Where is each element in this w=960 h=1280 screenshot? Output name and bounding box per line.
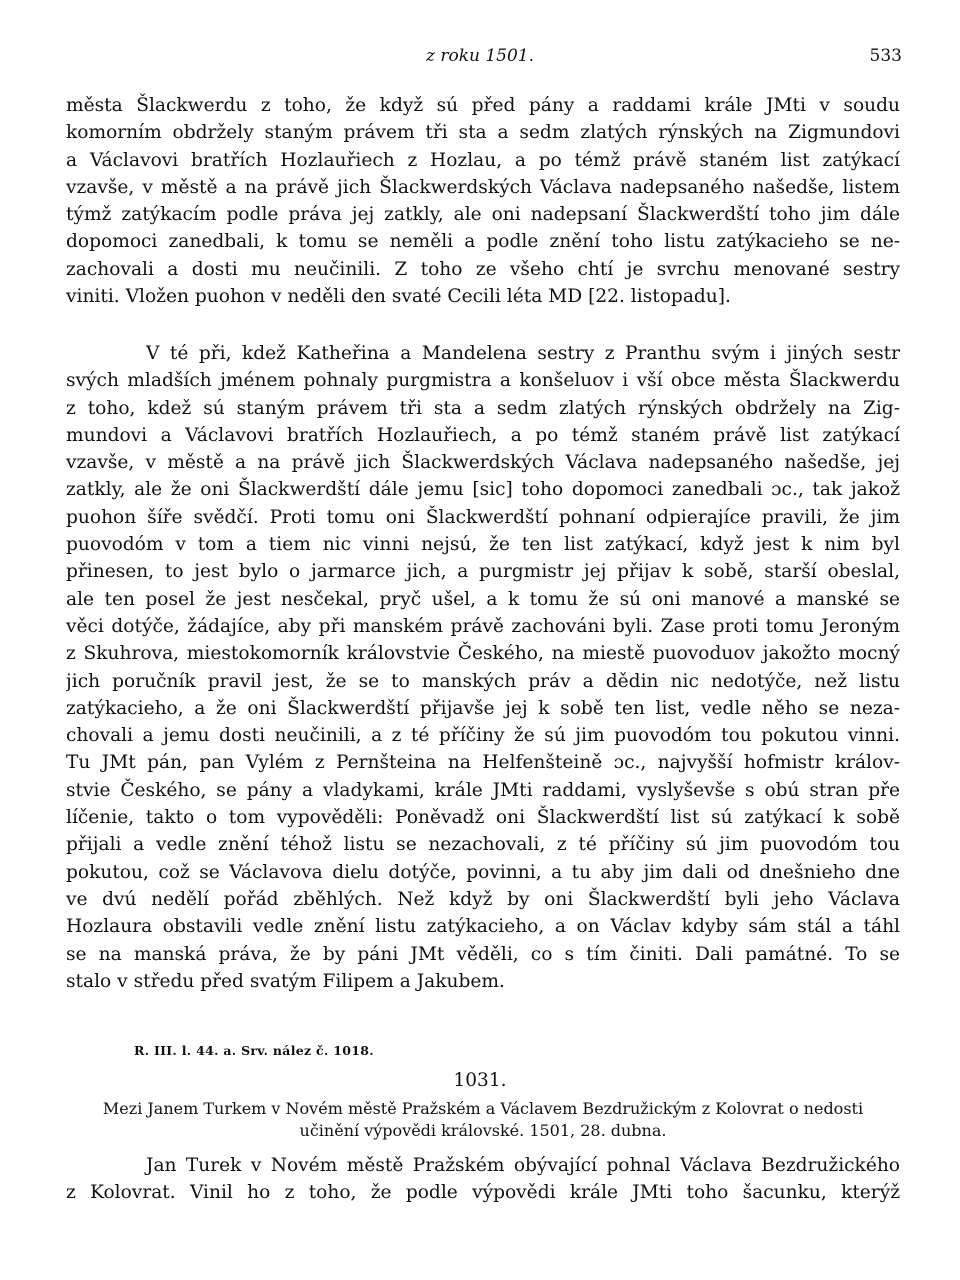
text-line: líčenie, takto o tom vypověděli: Poněvadž oni Šlackwerdští list sú zatýkací k sobě	[66, 807, 900, 829]
text-line: svých mladších jménem pohnaly purgmistra a konšeluov i vší obce města Šlackwerdu	[66, 370, 900, 392]
text-line: vzavše, v městě a na právě jich Šlackwerdských Václava nadepsaného našedše, listem	[66, 176, 900, 198]
text-line: z Kolovrat. Vinil ho z toho, že podle výpovědi krále JMti toho šacunku, kterýž	[66, 1182, 900, 1204]
text-line: a Václavovi bratřích Hozlauřiech z Hozlau, a po témž právě staném list zatýkací	[66, 149, 900, 171]
text-line: dopomoci zanedbali, k tomu se neměli a podle znění toho listu zatýkacieho se ne-	[66, 231, 900, 253]
archival-reference: R. III. l. 44. a. Srv. nález č. 1018.	[134, 1043, 374, 1058]
heading-line: Mezi Janem Turkem v Novém městě Pražském a Václavem Bezdružickým z Kolovrat o nedosti	[102, 1099, 864, 1118]
text-line: stvie Českého, se pány a vladykami, krále JMti raddami, vyslyševše s obú stran pře	[66, 779, 900, 801]
text-line: města Šlackwerdu z toho, že když sú před pány a raddami krále JMti v soudu	[66, 95, 900, 116]
text-line: přinesen, to jest bylo o jarmarce jich, a purgmistr jej přijav k sobě, starší obeslal,	[66, 561, 900, 583]
text-line: ale ten posel že jest nesčekal, pryč ušel, a k tomu že sú oni manové a manské se	[66, 588, 900, 610]
text-line: zachovali a dosti mu neučinili. Z toho ze všeho chtí je svrchu menované sestry	[66, 258, 900, 280]
text-line: z Skuhrova, miestokomorník královstvie Českého, na miestě puovoduov jakožto mocný	[66, 643, 900, 665]
text-line: chovali a jemu dosti neučinili, a z té příčiny že sú jim puovodóm tou pokutou vinni.	[66, 725, 900, 747]
text-line: týmž zatýkacím podle práva jej zatkly, ale oni nadepsaní Šlackwerdští toho jim dále	[66, 204, 900, 226]
text-line: mundovi a Václavovi bratřích Hozlauřiech, a po témž staném právě list zatýkací	[66, 424, 900, 446]
text-line: z toho, kdež sú staným právem tři sta a sedm zlatých rýnských obdržely na Zig-	[66, 397, 900, 419]
text-line: zatýkacieho, a že oni Šlackwerdští přijavše jej k sobě ten list, vedle něho se neza-	[66, 697, 900, 719]
text-line: jich poručník pravil jest, že se to manských práv a dědin nic nedotýče, než listu	[66, 670, 900, 692]
paragraph-2	[66, 340, 900, 995]
text-line: komorním obdržely staným právem tři sta a sedm zlatých rýnských na Zigmundovi	[66, 122, 900, 144]
text-line: přijali a vedle znění téhož listu se nezachovali, z té příčiny sú jim puovodóm tou	[66, 834, 900, 856]
text-line: Jan Turek v Novém městě Pražském obývající pohnal Václava Bezdružického	[146, 1155, 900, 1176]
text-line: Tu JMt pán, pan Vylém z Pernšteina na Helfenšteině ɔc., najvyšší hofmistr králov-	[66, 752, 900, 774]
text-line: věci dotýče, žádajíce, aby při manském právě zachováni byli. Zase proti tomu Jeroným	[66, 615, 900, 637]
page-number: 533	[869, 46, 902, 66]
text-line: se na manská práva, že by páni JMt věděli, co s tím činiti. Dali památné. To se	[66, 943, 900, 965]
paragraph-1	[66, 92, 900, 310]
text-line: ve dvú nedělí pořád zběhlých. Než když by oni Šlackwerdští byli jeho Václava	[66, 888, 900, 910]
running-title: z roku 1501.	[425, 46, 535, 66]
document-number: 1031.	[453, 1070, 507, 1091]
text-line: vzavše, v městě a na právě jich Šlackwerdských Václava nadepsaného našedše, jej	[66, 452, 900, 474]
text-line: V té při, kdež Katheřina a Mandelena sestry z Pranthu svým i jiných sestr	[146, 343, 900, 364]
text-line: pokutou, což se Václavova dielu dotýče, povinni, a tu aby jim dali od dnešnieho dne	[66, 861, 900, 883]
text-line: puohon šíře svědčí. Proti tomu oni Šlackwerdští pohnaní odpierajíce pravili, že jim	[66, 506, 900, 528]
paragraph-3	[66, 1152, 900, 1207]
heading-line: učinění výpovědi královské. 1501, 28. dubna.	[299, 1121, 667, 1140]
text-line: Hozlaura obstavili vedle znění listu zatýkacieho, a on Václav kdyby sám stál a táhl	[66, 916, 900, 938]
document-heading	[66, 1098, 900, 1142]
text-line: viniti. Vložen puohon v neděli den svaté Cecili léta MD [22. listopadu].	[66, 286, 731, 308]
text-line: puovodóm v tom a tiem nic vinni nejsú, že ten list zatýkací, když jest k nim byl	[66, 534, 900, 556]
text-line: stalo v středu před svatým Filipem a Jakubem.	[66, 970, 505, 992]
text-line: zatkly, ale že oni Šlackwerdští dále jemu [sic] toho dopomoci zanedbali ɔc., tak jakož	[66, 479, 900, 501]
